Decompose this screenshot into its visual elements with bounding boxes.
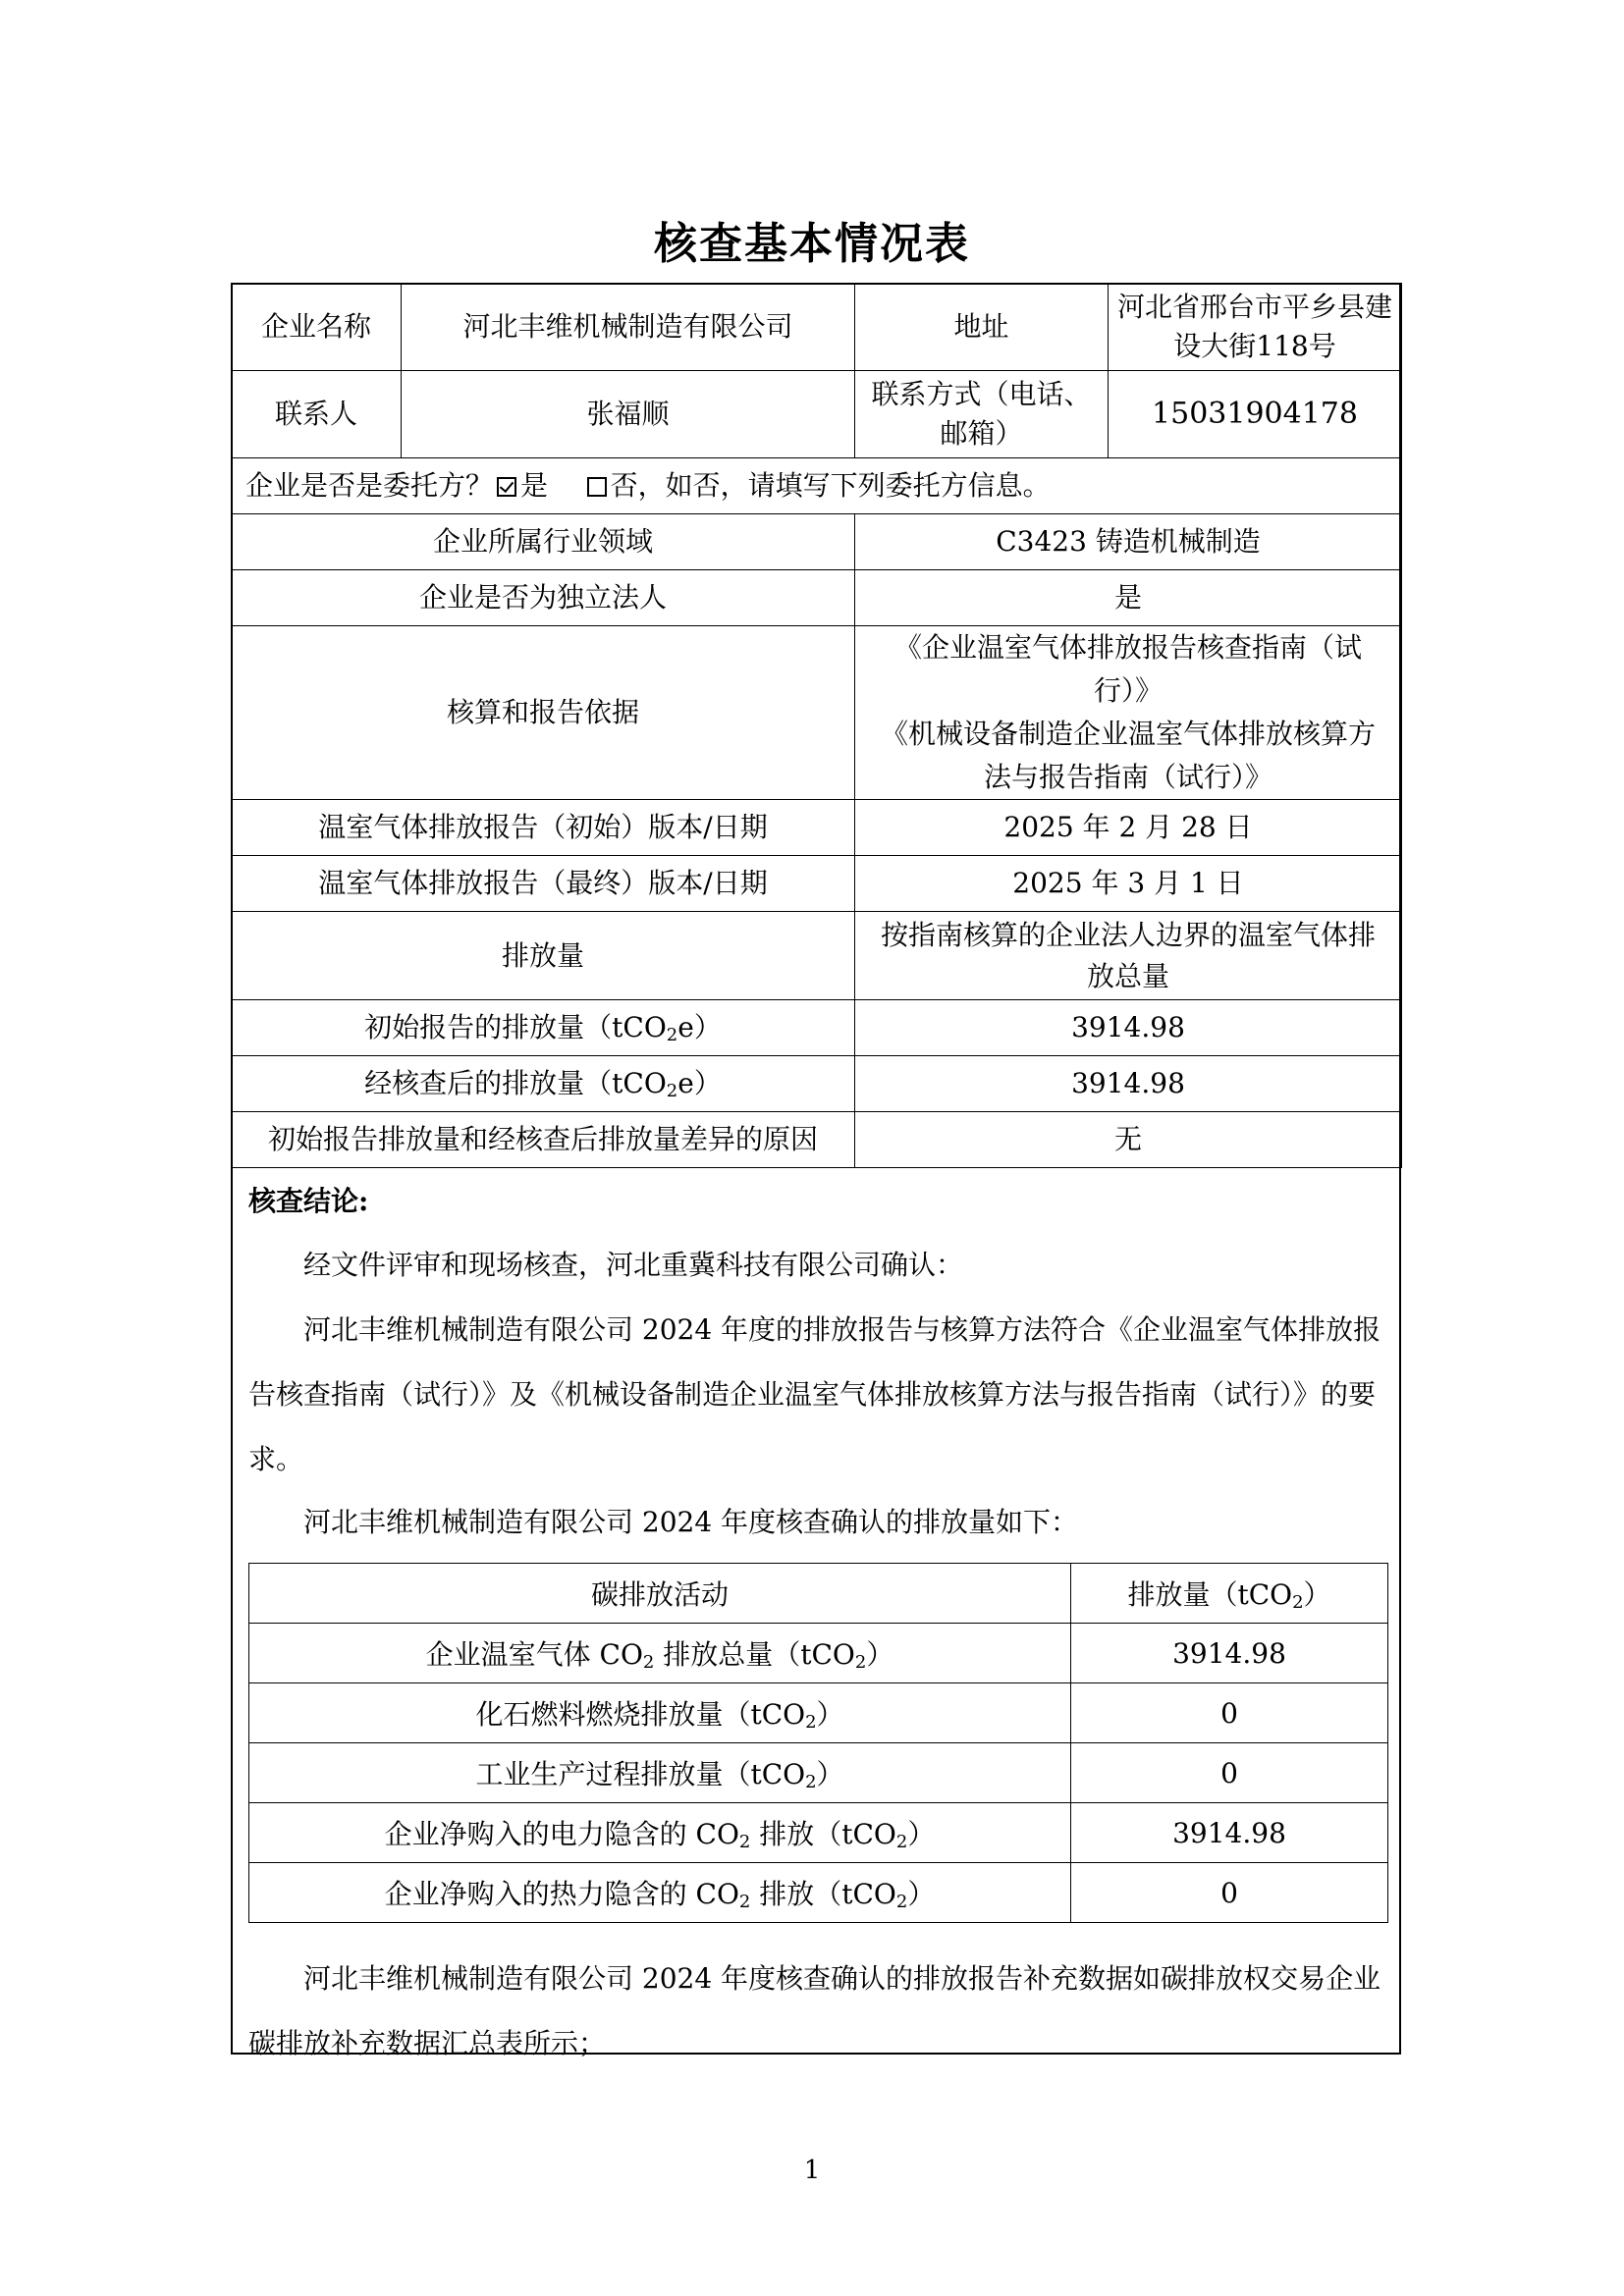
table-row [249,1863,1388,1923]
entrust-no-label: 否，如否，请填写下列委托方信息。 [610,469,1051,502]
checkbox-empty-icon [587,477,607,497]
contact-method-label: 联系方式（电话、邮箱） [855,371,1109,458]
contact-method-value: 15031904178 [1109,371,1402,458]
emission-value: 按指南核算的企业法人边界的温室气体排放总量 [855,912,1402,1000]
emission-value-cell: 3914.98 [1071,1803,1388,1863]
table-row [249,1803,1388,1863]
activity-cell: 企业净购入的热力隐含的 $CO_2$ 排放（tCO$_2$） [249,1863,1071,1923]
activity-cell: 企业净购入的电力隐含的 $CO_2$ 排放（tCO$_2$） [249,1803,1071,1863]
independent-value: 是 [855,570,1402,626]
column-header-activity: 碳排放活动 [249,1564,1071,1624]
conclusion-section [248,1170,1397,1549]
emission-value-cell: 0 [1071,1683,1388,1743]
initial-emission-value: 3914.98 [855,1000,1402,1056]
document-title: 核查基本情况表 [654,219,970,269]
supplementary-para: 河北丰维机械制造有限公司 2024 年度核查确认的排放报告补充数据如碳排放权交易企业碳排放补充数据汇总表所示； [248,1962,1381,2059]
basis-value-1: 《企业温室气体排放报告核查指南（试行）》 [893,631,1362,707]
entrust-yes-label: 是 [520,469,549,502]
initial-report-label: 温室气体排放报告（初始）版本/日期 [232,800,855,856]
table-row [232,284,1402,371]
basis-label: 核算和报告依据 [232,626,855,800]
difference-value: 无 [855,1112,1402,1168]
basis-value [855,626,1402,800]
table-row [232,626,1402,800]
table-row [232,570,1402,626]
basic-info-table [231,283,1402,1168]
address-label: 地址 [855,284,1109,371]
conclusion-heading: 核查结论: [248,1185,369,1217]
verified-emission-label: 经核查后的排放量（tCO$_2$e） [232,1056,855,1112]
table-row [232,458,1402,514]
independent-label: 企业是否为独立法人 [232,570,855,626]
initial-report-value: 2025 年 2 月 28 日 [855,800,1402,856]
table-row [232,800,1402,856]
activity-cell: 企业温室气体 $CO_2$ 排放总量（tCO$_2$） [249,1624,1071,1683]
table-row [249,1624,1388,1683]
emission-label: 排放量 [232,912,855,1000]
table-row [232,856,1402,912]
final-report-value: 2025 年 3 月 1 日 [855,856,1402,912]
conclusion-para-1: 经文件评审和现场核查，河北重冀科技有限公司确认： [303,1249,964,1281]
table-header-row [249,1564,1388,1624]
emission-value-cell: 0 [1071,1743,1388,1803]
column-header-emission: 排放量（tCO$_2$） [1071,1564,1388,1624]
table-row [249,1683,1388,1743]
contact-value: 张福顺 [402,371,855,458]
entrust-question: 企业是否是委托方？ [245,469,494,502]
address-value: 河北省邢台市平乡县建设大街118号 [1109,284,1402,371]
emission-value-cell: 3914.98 [1071,1624,1388,1683]
contact-label: 联系人 [232,371,402,458]
table-row [232,1056,1402,1112]
activity-cell: 工业生产过程排放量（tCO$_2$） [249,1743,1071,1803]
conclusion-para-2: 河北丰维机械制造有限公司 2024 年度的排放报告与核算方法符合《企业温室气体排放报告核查指南（试行）》及《机械设备制造企业温室气体排放核算方法与报告指南（试行）》的要求。 [248,1313,1381,1475]
industry-value: C3423 铸造机械制造 [855,514,1402,570]
emission-value-cell: 0 [1071,1863,1388,1923]
final-report-label: 温室气体排放报告（最终）版本/日期 [232,856,855,912]
verified-emission-value: 3914.98 [855,1056,1402,1112]
emission-table [248,1563,1388,1923]
initial-emission-label: 初始报告的排放量（tCO$_2$e） [232,1000,855,1056]
conclusion-para-3: 河北丰维机械制造有限公司 2024 年度核查确认的排放量如下： [303,1506,1079,1538]
table-row [232,912,1402,1000]
table-row [249,1743,1388,1803]
page-number: 1 [803,2156,821,2185]
basis-value-2: 《机械设备制造企业温室气体排放核算方法与报告指南（试行）》 [880,718,1376,793]
table-row [232,1000,1402,1056]
entrust-row [232,458,1402,514]
table-row [232,514,1402,570]
industry-label: 企业所属行业领域 [232,514,855,570]
difference-label: 初始报告排放量和经核查后排放量差异的原因 [232,1112,855,1168]
company-name-label: 企业名称 [232,284,402,371]
table-row [232,371,1402,458]
company-name-value: 河北丰维机械制造有限公司 [402,284,855,371]
supplementary-section [248,1947,1397,2076]
activity-cell: 化石燃料燃烧排放量（tCO$_2$） [249,1683,1071,1743]
checkbox-checked-icon [497,477,516,497]
table-row [232,1112,1402,1168]
